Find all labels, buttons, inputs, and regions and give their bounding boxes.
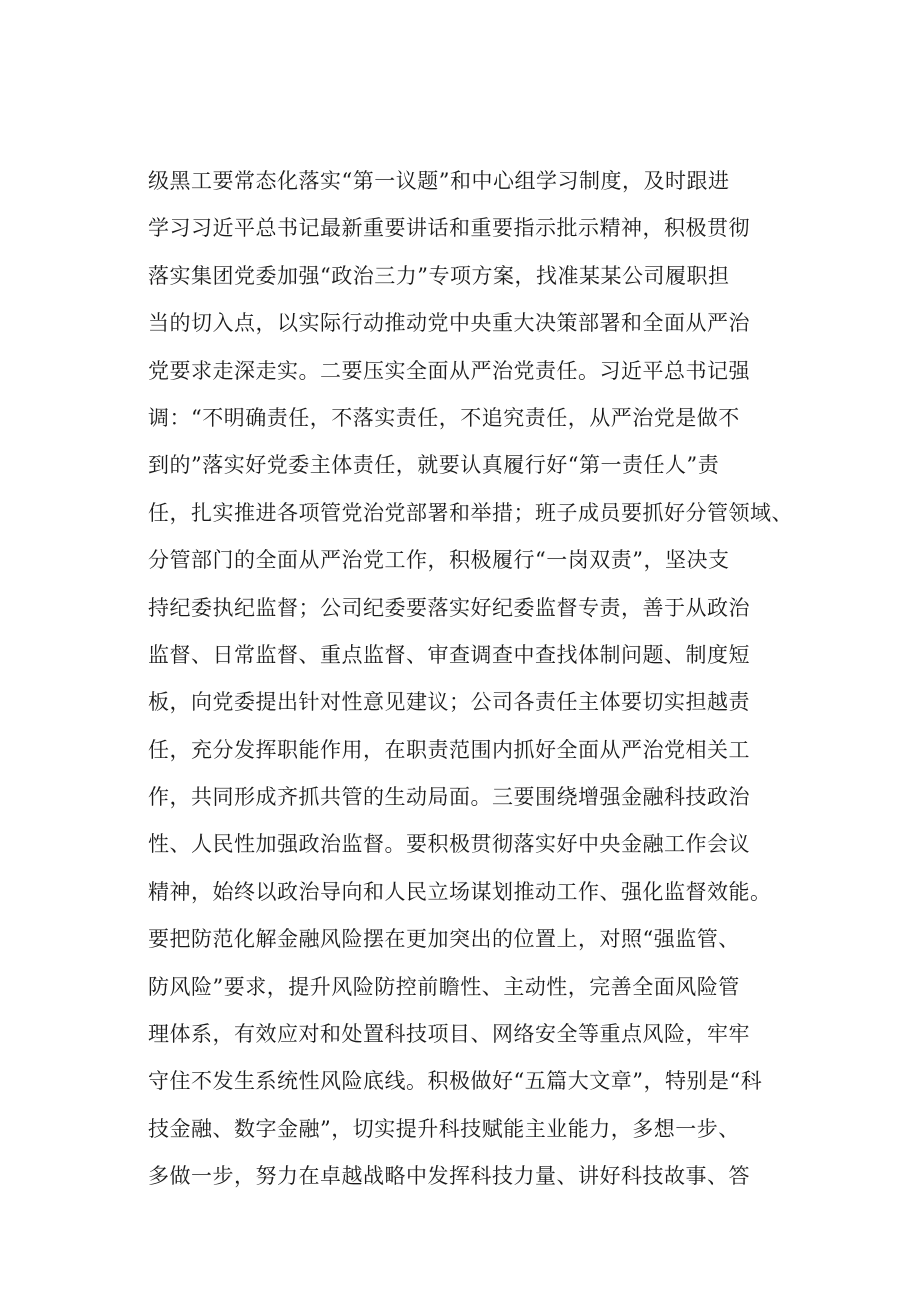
text-line: 持纪委执纪监督；公司纪委要落实好纪委监督专责，善于从政治	[148, 595, 750, 620]
text-line: 性、人民性加强政治监督。要积极贯彻落实好中央金融工作会议	[148, 832, 750, 857]
body-text	[148, 158, 808, 1201]
text-line: 调：“不明确责任，不落实责任，不追究责任，从严治党是做不	[148, 405, 740, 430]
text-line: 级黑工要常态化落实“第一议题”和中心组学习制度，及时跟进	[148, 169, 730, 193]
text-line: 防风险”要求，提升风险防控前瞻性、主动性，完善全面风险管	[148, 974, 740, 999]
text-line: 分管部门的全面从严治党工作，积极履行“一岗双责”，坚决支	[148, 548, 730, 573]
text-line: 板，向党委提出针对性意见建议；公司各责任主体要切实担越责	[148, 690, 750, 715]
text-line: 落实集团党委加强“政治三力”专项方案，找准某某公司履职担	[148, 263, 730, 288]
text-line: 多做一步，努力在卓越战略中发挥科技力量、讲好科技故事、答	[148, 1164, 750, 1189]
text-line: 党要求走深走实。二要压实全面从严治党责任。习近平总书记强	[148, 358, 750, 383]
text-line: 技金融、数字金融”，切实提升科技赋能主业能力，多想一步、	[148, 1116, 740, 1141]
text-line: 到的”落实好党委主体责任，就要认真履行好“第一责任人”责	[148, 453, 720, 478]
text-line: 要把防范化解金融风险摆在更加突出的位置上，对照“强监管、	[148, 927, 740, 952]
text-line: 学习习近平总书记最新重要讲话和重要指示批示精神，积极贯彻	[148, 216, 750, 241]
text-line: 精神，始终以政治导向和人民立场谋划推动工作、强化监督效能。	[148, 879, 772, 904]
text-line: 当的切入点，以实际行动推动党中央重大决策部署和全面从严治	[148, 311, 750, 336]
text-line: 作，共同形成齐抓共管的生动局面。三要围绕增强金融科技政治	[148, 785, 750, 810]
text-line: 监督、日常监督、重点监督、审查调查中查找体制问题、制度短	[148, 642, 750, 667]
text-line: 任，充分发挥职能作用，在职责范围内抓好全面从严治党相关工	[148, 737, 750, 762]
text-line: 任，扎实推进各项管党治党部署和举措；班子成员要抓好分管领域、	[148, 500, 793, 525]
text-line: 守住不发生系统性风险底线。积极做好“五篇大文章”，特别是“科	[148, 1069, 763, 1094]
text-line: 理体系，有效应对和处置科技项目、网络安全等重点风险，牢牢	[148, 1022, 750, 1047]
